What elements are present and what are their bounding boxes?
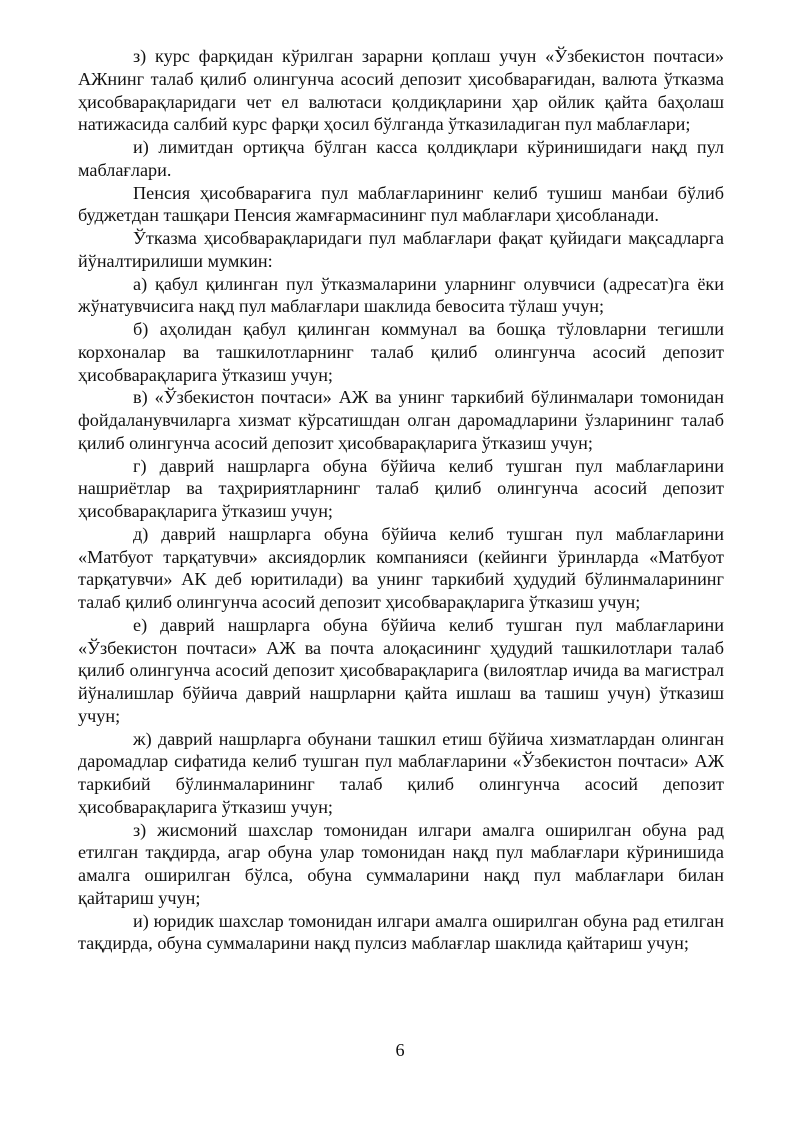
document-body	[78, 45, 724, 955]
paragraph-transfer-purposes: Ўтказма ҳисобварақларидаги пул маблағлари фақат қуйидаги мақсадларга йўналтирилиши мумкин:	[78, 228, 724, 271]
paragraph-item-i-1: и) лимитдан ортиқча бўлган касса қолдиқлари кўринишидаги нақд пул маблағлари.	[78, 137, 724, 180]
paragraph-item-z-2: з) жисмоний шахслар томонидан илгари амалга оширилган обуна рад етилган тақдирда, агар обуна улар томонидан нақд пул маблағлари кўринишида амалга оширилган бўлса, обуна суммаларини нақд пул маблағлари билан қайтариш учун;	[78, 819, 724, 908]
paragraph-item-a: а) қабул қилинган пул ўтказмаларини уларнинг олувчиси (адресат)га ёки жўнатувчисига нақд пул маблағлари шаклида бевосита тўлаш учун;	[78, 273, 724, 317]
paragraph-item-i-2: и) юридик шахслар томонидан илгари амалга оширилган обуна рад етилган тақдирда, обуна суммаларини нақд пулсиз маблағлар шаклида қайтариш учун;	[78, 910, 724, 954]
page-number: 6	[395, 1040, 405, 1060]
paragraph-item-g: г) даврий нашрларга обуна бўйича келиб тушган пул маблағларини нашриётлар ва таҳририятларнинг талаб қилиб олингунча асосий депозит ҳисобварақларига ўтказиш учун;	[78, 455, 724, 521]
paragraph-item-z-1: з) курс фарқидан кўрилган зарарни қоплаш учун «Ўзбекистон почтаси» АЖнинг талаб қилиб олингунча асосий депозит ҳисобварағидан, валюта ўтказма ҳисобварақларидаги чет ел валютаси қолдиқларини ҳар ойлик қайта баҳолаш натижасида салбий курс фарқи ҳосил бўлганда ўтказиладиган пул маблағлари;	[78, 46, 724, 135]
paragraph-item-e: е) даврий нашрларга обуна бўйича келиб тушган пул маблағларини «Ўзбекистон почтаси» АЖ ва почта алоқасининг ҳудудий ташкилотлари талаб қилиб олингунча асосий депозит ҳисобварақларига (вилоятлар ичида ва магистрал йўналишлар бўйича даврий нашрларни қайта ишлаш ва ташиш учун) ўтказиш учун;	[78, 614, 724, 726]
paragraph-item-v: в) «Ўзбекистон почтаси» АЖ ва унинг таркибий бўлинмалари томонидан фойдаланувчиларга хизмат кўрсатишдан олган даромадларини ўзларининг талаб қилиб олингунча асосий депозит ҳисобварақларига ўтказиш учун;	[78, 387, 724, 453]
paragraph-pension-source: Пенсия ҳисобварағига пул маблағларининг келиб тушиш манбаи бўлиб буджетдан ташқари Пенсия жамғармасининг пул маблағлари ҳисобланади.	[78, 182, 724, 226]
paragraph-item-zh: ж) даврий нашрларга обунани ташкил етиш бўйича хизматлардан олинган даромадлар сифатида келиб тушган пул маблағларини «Ўзбекистон почтаси» АЖ таркибий бўлинмаларининг талаб қилиб олингунча асосий депозит ҳисобварақларига ўтказиш учун;	[78, 728, 724, 817]
paragraph-item-b: б) аҳолидан қабул қилинган коммунал ва бошқа тўловларни тегишли корхоналар ва ташкилотларнинг талаб қилиб олингунча асосий депозит ҳисобварақларига ўтказиш учун;	[78, 319, 724, 385]
paragraph-item-d: д) даврий нашрларга обуна бўйича келиб тушган пул маблағларини «Матбуот тарқатувчи» аксиядорлик компанияси (кейинги ўринларда «Матбуот тарқатувчи» АК деб юритилади) ва унинг таркибий ҳудудий бўлинмаларининг талаб қилиб олингунча асосий депозит ҳисобварақларига ўтказиш учун;	[78, 523, 724, 612]
